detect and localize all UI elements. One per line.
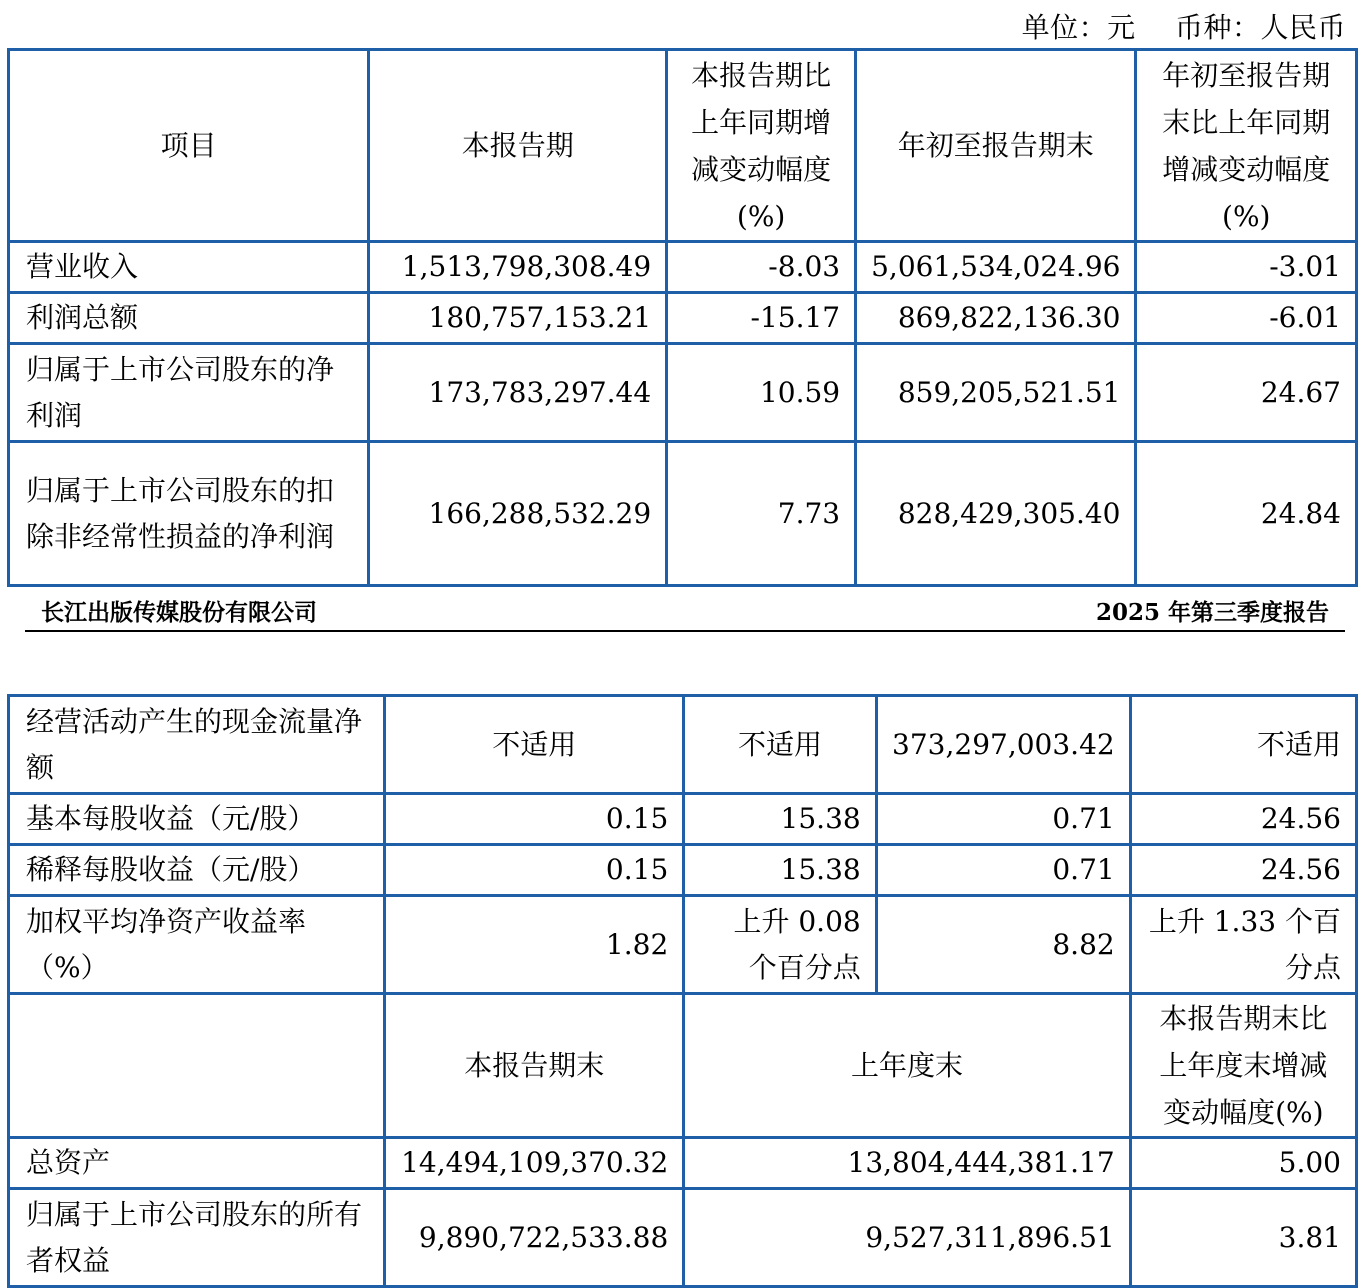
table-row [9, 794, 1357, 845]
row-item: 总资产 [9, 1138, 385, 1189]
header-current-change: 本报告期比上年同期增减变动幅度(%) [667, 50, 856, 242]
row-current: 180,757,153.21 [369, 293, 667, 344]
table-row [9, 896, 1357, 994]
row-item: 利润总额 [9, 293, 369, 344]
row-item: 归属于上市公司股东的净利润 [9, 344, 369, 442]
row-change: 10.59 [667, 344, 856, 442]
row-ytd: 828,429,305.40 [856, 442, 1136, 586]
header-item: 项目 [9, 50, 369, 242]
balance-header-current-end: 本报告期末 [385, 994, 684, 1138]
row-change: 上升 0.08 个百分点 [684, 896, 876, 994]
row-ytd-change: 24.84 [1136, 442, 1357, 586]
row-change: -15.17 [667, 293, 856, 344]
footer-report-title: 2025 年第三季度报告 [1095, 599, 1329, 626]
row-item: 经营活动产生的现金流量净额 [9, 696, 385, 794]
row-ytd: 373,297,003.42 [876, 696, 1130, 794]
row-current: 173,783,297.44 [369, 344, 667, 442]
row-current-end: 9,890,722,533.88 [385, 1189, 684, 1287]
header-ytd: 年初至报告期末 [856, 50, 1136, 242]
row-item: 归属于上市公司股东的所有者权益 [9, 1189, 385, 1287]
row-current-end: 14,494,109,370.32 [385, 1138, 684, 1189]
table-row [9, 696, 1357, 794]
table-row [9, 1138, 1357, 1189]
page-footer [25, 592, 1345, 632]
row-ytd: 0.71 [876, 794, 1130, 845]
footer-company: 长江出版传媒股份有限公司 [41, 599, 317, 626]
table-header-row [9, 50, 1357, 242]
row-ytd-change: 24.67 [1136, 344, 1357, 442]
row-ytd-change: 上升 1.33 个百分点 [1130, 896, 1356, 994]
balance-header-row [9, 994, 1357, 1138]
row-ytd-change: -6.01 [1136, 293, 1357, 344]
row-change: 7.73 [667, 442, 856, 586]
row-current: 不适用 [385, 696, 684, 794]
row-item: 稀释每股收益（元/股） [9, 845, 385, 896]
row-current: 0.15 [385, 794, 684, 845]
table-row [9, 845, 1357, 896]
unit-currency-note: 单位：元 币种：人民币 [1021, 11, 1346, 44]
row-change: 5.00 [1130, 1138, 1356, 1189]
table-row [9, 242, 1357, 293]
row-ytd: 8.82 [876, 896, 1130, 994]
table-row [9, 1189, 1357, 1287]
table-row [9, 293, 1357, 344]
row-ytd: 0.71 [876, 845, 1130, 896]
row-item: 营业收入 [9, 242, 369, 293]
balance-header-item [9, 994, 385, 1138]
row-current: 166,288,532.29 [369, 442, 667, 586]
row-item: 加权平均净资产收益率（%） [9, 896, 385, 994]
row-current: 0.15 [385, 845, 684, 896]
row-prior-end: 9,527,311,896.51 [684, 1189, 1130, 1287]
row-ytd: 869,822,136.30 [856, 293, 1136, 344]
row-ytd: 5,061,534,024.96 [856, 242, 1136, 293]
row-change: 15.38 [684, 845, 876, 896]
row-ytd: 859,205,521.51 [856, 344, 1136, 442]
row-item: 基本每股收益（元/股） [9, 794, 385, 845]
row-item: 归属于上市公司股东的扣除非经常性损益的净利润 [9, 442, 369, 586]
row-change: 不适用 [684, 696, 876, 794]
header-ytd-change: 年初至报告期末比上年同期增减变动幅度(%) [1136, 50, 1357, 242]
row-change: 3.81 [1130, 1189, 1356, 1287]
table-row [9, 344, 1357, 442]
row-current: 1,513,798,308.49 [369, 242, 667, 293]
row-ytd-change: 不适用 [1130, 696, 1356, 794]
balance-header-prior-end: 上年度末 [684, 994, 1130, 1138]
header-current-period: 本报告期 [369, 50, 667, 242]
row-ytd-change: 24.56 [1130, 794, 1356, 845]
row-ytd-change: -3.01 [1136, 242, 1357, 293]
financial-table-bottom [7, 694, 1358, 1288]
financial-table-top [7, 48, 1358, 587]
row-change: -8.03 [667, 242, 856, 293]
row-prior-end: 13,804,444,381.17 [684, 1138, 1130, 1189]
row-ytd-change: 24.56 [1130, 845, 1356, 896]
balance-header-change: 本报告期末比上年度末增减变动幅度(%) [1130, 994, 1356, 1138]
table-row [9, 442, 1357, 586]
row-change: 15.38 [684, 794, 876, 845]
row-current: 1.82 [385, 896, 684, 994]
